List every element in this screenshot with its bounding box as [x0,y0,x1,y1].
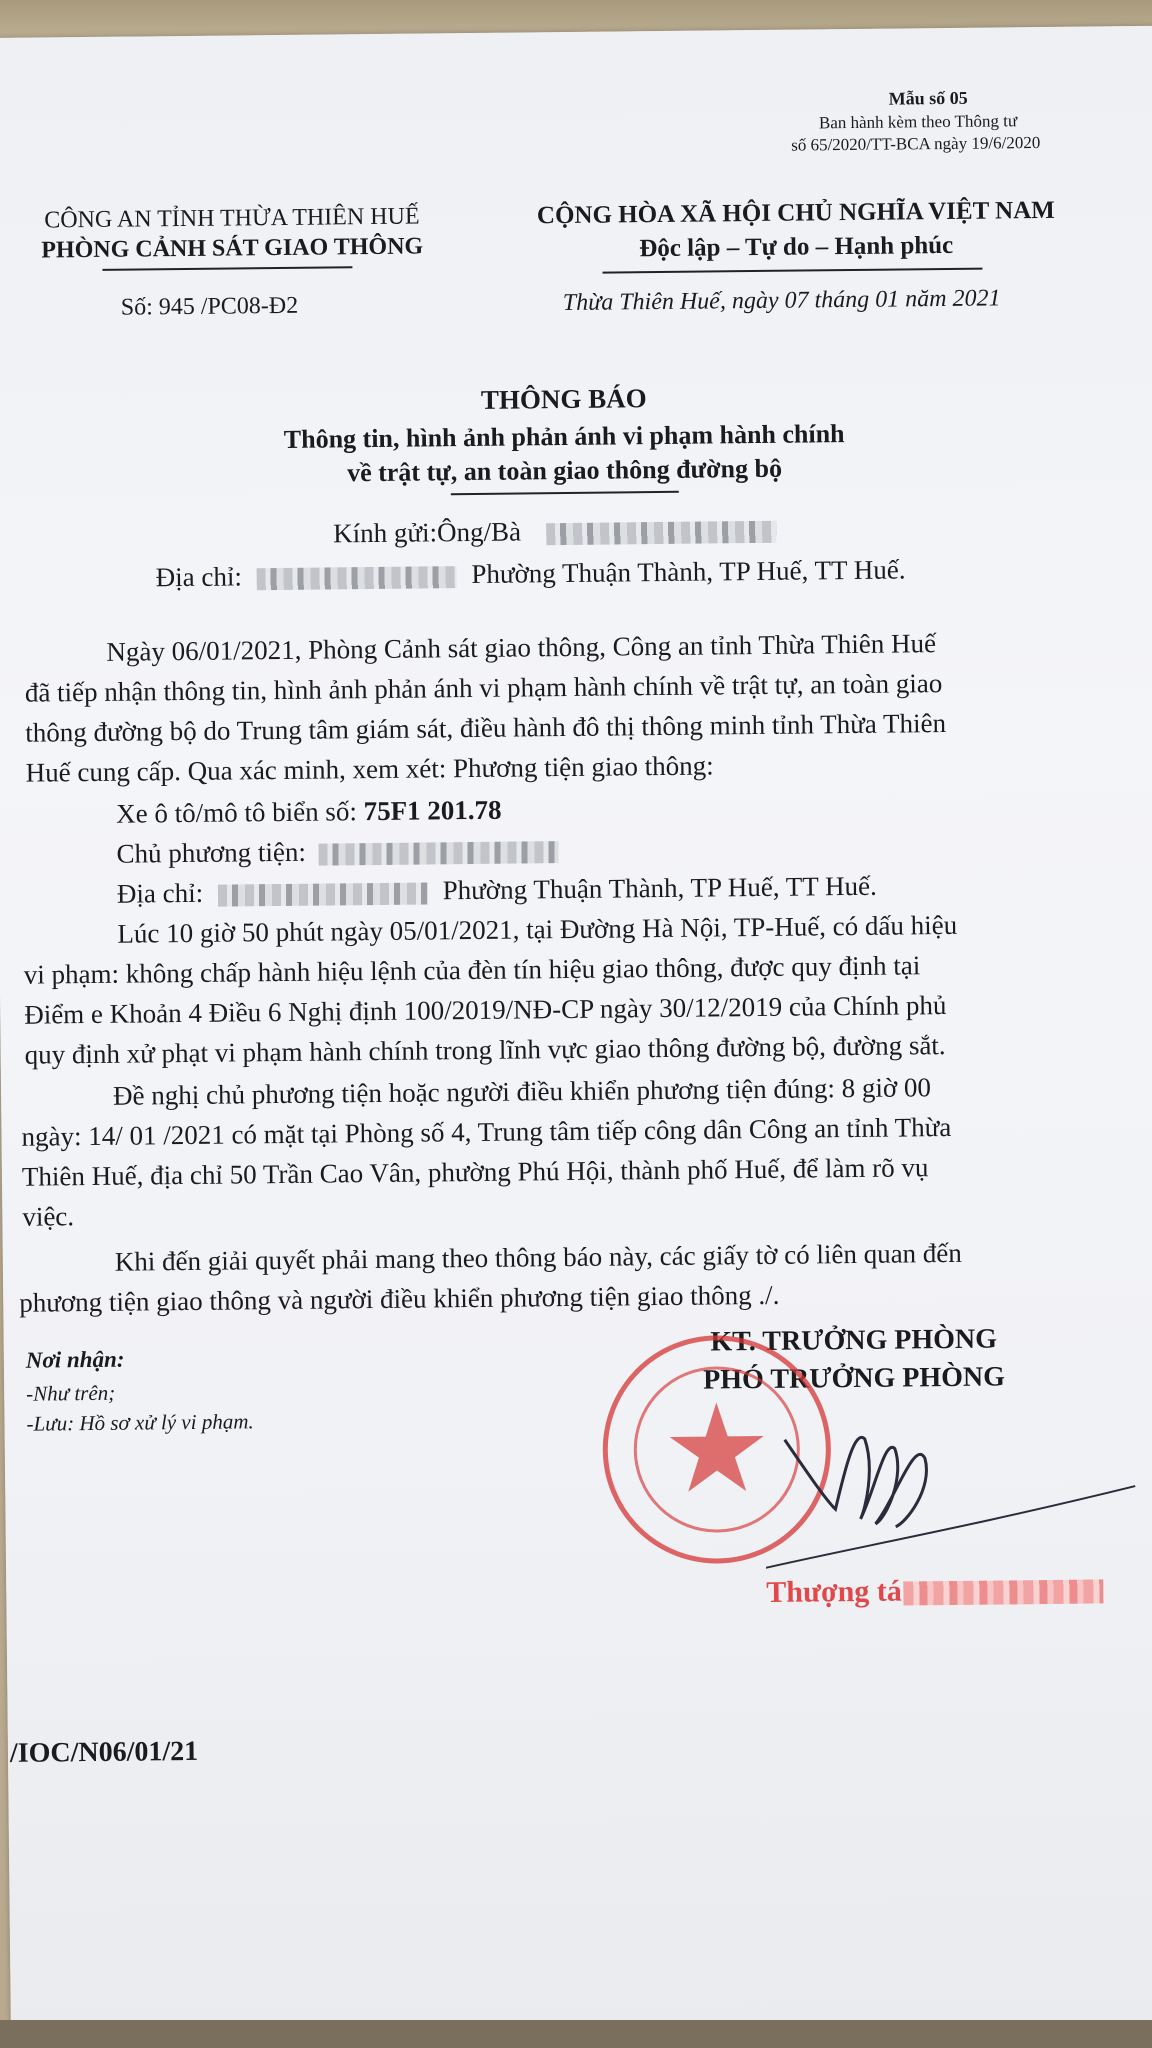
form-issued-by: Ban hành kèm theo Thông tư [818,111,1018,133]
body-text: phương tiện giao thông và người điều khiển phương tiện giao thông ./. [19,1279,780,1318]
body-text: vi phạm: không chấp hành hiệu lệnh của đèn tín hiệu giao thông, được quy định tại [23,950,921,990]
agency-name: CÔNG AN TỈNH THỪA THIÊN HUẾ [44,203,420,234]
desk-edge [0,2020,1152,2048]
body-text: Điểm e Khoản 4 Điều 6 Nghị định 100/2019/NĐ-CP ngày 30/12/2019 của Chính phủ [24,990,947,1030]
body-text: Ngày 06/01/2021, Phòng Cảnh sát giao thông, Công an tỉnh Thừa Thiên Huế [106,628,937,667]
body-text: ngày: 14/ 01 /2021 có mặt tại Phòng số 4, Trung tâm tiếp công dân Công an tỉnh Thừa [21,1111,952,1152]
owner-address-label: Địa chỉ: [116,877,204,909]
recipients-heading: Nơi nhận: [25,1346,125,1373]
document-page [0,26,1152,2038]
body-text: Lúc 10 giờ 50 phút ngày 05/01/2021, tại Đường Hà Nội, TP-Huế, có dấu hiệu [117,909,958,949]
nation-motto: Độc lập – Tự do – Hạnh phúc [639,231,954,263]
recipient-address-label: Địa chỉ: [155,561,243,593]
reference-code: /IOC/N06/01/21 [9,1735,199,1769]
document-number: Số: 945 /PC08-Đ2 [120,292,299,321]
body-text: đã tiếp nhận thông tin, hình ảnh phản ánh vi phạm hành chính về trật tự, an toàn giao [24,668,943,708]
nation-name: CỘNG HÒA XÃ HỘI CHỦ NGHĨA VIỆT NAM [536,196,1055,230]
license-plate-label: Xe ô tô/mô tô biển số: [115,796,358,829]
notice-subtitle-1: Thông tin, hình ảnh phản ánh vi phạm hành chính [283,419,845,454]
department-name: PHÒNG CẢNH SÁT GIAO THÔNG [41,233,424,264]
license-plate-line [116,795,502,830]
body-text: Huế cung cấp. Qua xác minh, xem xét: Phương tiện giao thông: [25,750,714,788]
form-circular-ref: số 65/2020/TT-BCA ngày 19/6/2020 [791,133,1041,155]
body-text: Khi đến giải quyết phải mang theo thông báo này, các giấy tờ có liên quan đến [114,1237,962,1277]
recipient-address-redacted [257,566,457,590]
owner-address-value: Phường Thuận Thành, TP Huế, TT Huế. [442,870,877,906]
owner-label: Chủ phương tiện: [116,836,307,869]
title-underline [451,491,679,495]
owner-line [116,834,558,870]
place-and-date: Thừa Thiên Huế, ngày 07 tháng 01 năm 2021 [562,285,1001,317]
owner-name-redacted [319,841,559,866]
motto-underline [602,268,982,274]
body-text: Đề nghị chủ phương tiện hoặc người điều khiển phương tiện đúng: 8 giờ 00 [112,1072,932,1111]
signer-title-2: PHÓ TRƯỞNG PHÒNG [703,1361,1006,1396]
body-text: quy định xử phạt vi phạm hành chính trong lĩnh vực giao thông đường bộ, đường sắt. [24,1030,946,1070]
form-number: Mẫu số 05 [888,87,968,109]
body-text: việc. [22,1201,75,1232]
recipient-item: -Như trên; [26,1380,116,1406]
recipient-address-line [155,554,905,593]
recipient-item: -Lưu: Hồ sơ xử lý vi phạm. [26,1409,254,1436]
recipient-line [333,514,776,550]
signer-title-1: KT. TRƯỞNG PHÒNG [710,1323,998,1358]
signer-line [766,1572,1104,1610]
license-plate-value: 75F1 201.78 [363,794,502,827]
handwritten-signature [764,1406,1146,1590]
department-underline [102,266,352,271]
recipient-address-value: Phường Thuận Thành, TP Huế, TT Huế. [471,554,906,589]
recipient-label: Kính gửi:Ông/Bà [333,516,522,549]
body-text: thông đường bộ do Trung tâm giám sát, điều hành đô thị thông minh tỉnh Thừa Thiên [25,708,947,748]
notice-subtitle-2: về trật tự, an toàn giao thông đường bộ [346,453,783,488]
signer-name-redacted [904,1580,1104,1606]
recipient-name-redacted [546,521,776,545]
owner-address-redacted [218,882,428,906]
owner-address-line [117,871,877,910]
body-text: Thiên Huế, địa chỉ 50 Trần Cao Vân, phường Phú Hội, thành phố Huế, để làm rõ vụ [21,1152,929,1192]
notice-title: THÔNG BÁO [480,383,647,415]
signer-rank: Thượng tá [766,1574,902,1609]
